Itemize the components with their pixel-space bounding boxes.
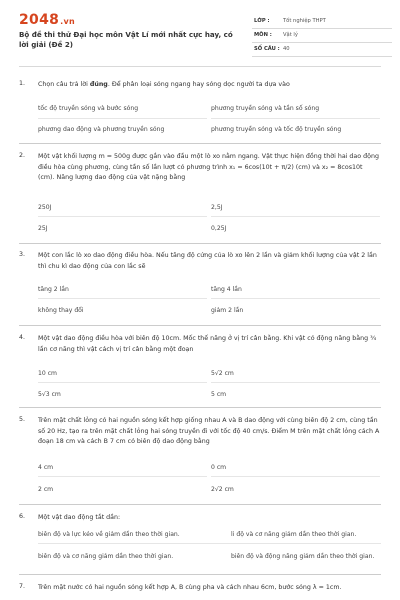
question-text: Một con lắc lò xo dao động điều hòa. Nếu tăng độ cứng của lò xo lên 2 lần và giảm khối lượng của vật 2 lần thì chu kì dao động của con lắc sẽ xyxy=(38,252,377,270)
question-number: 4. xyxy=(19,334,26,341)
header-divider xyxy=(19,66,381,67)
question-number: 1. xyxy=(19,80,26,87)
option-d[interactable]: phương truyền sóng và tốc độ truyền sóng xyxy=(211,126,342,133)
option-b[interactable]: 5√2 cm xyxy=(211,370,234,377)
question-divider xyxy=(19,504,381,505)
option-divider xyxy=(38,476,207,477)
question-3 xyxy=(19,251,381,321)
option-divider xyxy=(38,543,381,544)
option-b[interactable]: phương truyền sóng và tần số sóng xyxy=(211,105,320,112)
page-header xyxy=(0,0,400,64)
option-divider xyxy=(211,298,380,299)
question-divider xyxy=(19,574,381,575)
meta-subject-value: Vật lý xyxy=(283,32,298,38)
document-title: Bộ đề thi thử Đại học môn Vật Lí mới nhất cực hay, có lời giải (Đề 2) xyxy=(19,30,233,49)
option-divider xyxy=(38,298,207,299)
option-a[interactable]: 10 cm xyxy=(38,370,57,377)
logo-text: 2048 xyxy=(19,12,60,28)
question-text: Trên mặt chất lỏng có hai nguồn sóng kết hợp giống nhau A và B dao động với cùng biên độ 2 cm, cùng tần số 20 Hz, tạo ra trên mặt chất lỏng hai sóng truyền đi với tốc độ 40 cm/s. Điểm M trên mặt chất lỏng cách A đoạn 18 cm và cách B 7 cm có biên độ dao động bằng xyxy=(38,417,380,445)
option-b[interactable]: 2,5J xyxy=(211,204,223,211)
option-c[interactable]: không thay đổi xyxy=(38,307,84,314)
meta-class-row xyxy=(252,15,392,29)
option-a[interactable]: tăng 2 lần xyxy=(38,286,69,293)
question-number: 6. xyxy=(19,513,26,520)
question-1 xyxy=(19,80,381,142)
option-c[interactable]: 25J xyxy=(38,225,48,232)
question-divider xyxy=(19,243,381,244)
question-5 xyxy=(19,416,381,500)
option-a[interactable]: 250J xyxy=(38,204,52,211)
meta-subject-key: MÔN : xyxy=(254,32,272,38)
meta-count-row xyxy=(252,43,392,57)
question-number: 5. xyxy=(19,416,26,423)
site-logo[interactable] xyxy=(19,12,75,28)
question-2 xyxy=(19,152,381,242)
question-text-emphasis: đúng xyxy=(89,81,108,88)
question-text-part: Chọn câu trả lời xyxy=(38,81,90,88)
option-c[interactable]: 2 cm xyxy=(38,486,54,493)
option-divider xyxy=(211,382,380,383)
question-text: Một vật dao động tắt dần: xyxy=(38,514,121,521)
option-d[interactable]: 2√2 cm xyxy=(211,486,234,493)
option-divider xyxy=(38,216,207,217)
question-number: 2. xyxy=(19,152,26,159)
meta-subject-row xyxy=(252,29,392,43)
option-b[interactable]: li độ và cơ năng giảm dần theo thời gian. xyxy=(231,531,357,538)
option-divider xyxy=(211,476,380,477)
option-a[interactable]: 4 cm xyxy=(38,464,54,471)
option-c[interactable]: biên độ và cơ năng giảm dần theo thời gian. xyxy=(38,553,174,560)
question-text-part: . Để phân loại sóng ngang hay sóng dọc người ta dựa vào xyxy=(107,81,290,88)
option-divider xyxy=(211,216,380,217)
question-6 xyxy=(19,513,381,573)
meta-class-value: Tốt nghiệp THPT xyxy=(283,18,326,24)
option-divider xyxy=(211,118,380,119)
option-a[interactable]: biên độ và lực kéo về giảm dần theo thời gian. xyxy=(38,531,180,538)
meta-class-key: LỚP : xyxy=(254,18,270,24)
option-d[interactable]: 5 cm xyxy=(211,391,227,398)
option-divider xyxy=(38,382,207,383)
question-divider xyxy=(19,143,381,144)
question-text: Một vật dao động điều hòa với biên độ 10cm. Mốc thế năng ở vị trí cân bằng. Khi vật có động năng bằng ¾ lần cơ năng thì vật cách vị trí cân bằng một đoạn xyxy=(38,335,377,353)
option-b[interactable]: tăng 4 lần xyxy=(211,286,242,293)
question-text: Trên mặt nước có hai nguồn sóng kết hợp A, B cùng pha và cách nhau 6cm, bước sóng λ = 1cm. xyxy=(38,584,342,591)
option-divider xyxy=(38,118,207,119)
question-text: Một vật khối lượng m = 500g được gắn vào đầu một lò xo nằm ngang. Vật thực hiện đồng thời hai dao động điều hòa cùng phương, cùng tần số lần lượt có phương trình x₁ = 6cos(10t + π/2) (cm) và x₂ = 8cos10t (cm). Năng lượng dao động của vật nặng bằng xyxy=(38,153,379,181)
meta-count-value: 40 xyxy=(283,46,290,52)
option-b[interactable]: 0 cm xyxy=(211,464,227,471)
option-c[interactable]: 5√3 cm xyxy=(38,391,61,398)
question-divider xyxy=(19,325,381,326)
question-text xyxy=(38,80,381,91)
question-divider xyxy=(19,407,381,408)
option-a[interactable]: tốc độ truyền sóng và bước sóng xyxy=(38,105,139,112)
question-7 xyxy=(19,583,381,600)
option-d[interactable]: 0,25J xyxy=(211,225,227,232)
option-c[interactable]: phương dao động và phương truyền sóng xyxy=(38,126,165,133)
question-number: 3. xyxy=(19,251,26,258)
logo-domain: .vn xyxy=(60,17,76,26)
meta-count-key: SỐ CÂU : xyxy=(254,46,280,52)
option-d[interactable]: giảm 2 lần xyxy=(211,307,244,314)
question-4 xyxy=(19,334,381,404)
option-d[interactable]: biên độ và động năng giảm dần theo thời gian. xyxy=(231,553,375,560)
question-number: 7. xyxy=(19,583,26,590)
